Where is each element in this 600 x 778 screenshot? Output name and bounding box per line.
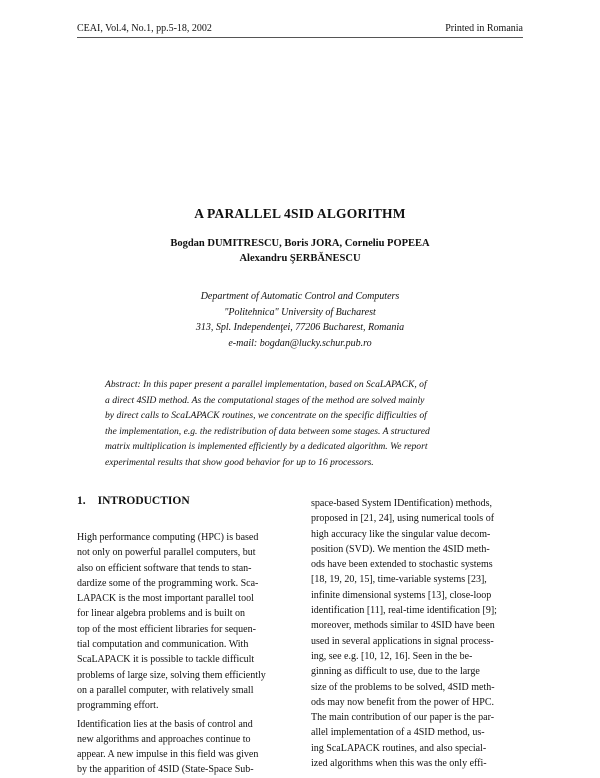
- text-line: ginning as difficult to use, due to the large: [311, 666, 480, 678]
- text-line: tial computation and communication. With: [77, 639, 249, 651]
- text-line: The main contribution of our paper is the par-: [311, 712, 495, 724]
- abstract-line: a direct 4SID method. As the computational stages of the method are solved mainly: [105, 394, 425, 406]
- text-line: high accuracy like the singular value decom-: [311, 528, 491, 540]
- university: "Politehnica" University of Bucharest: [224, 306, 376, 318]
- paragraph: [77, 717, 299, 778]
- text-line: new algorithms and approaches continue to: [77, 733, 251, 745]
- text-line: ods may now benefit from the power of HPC.: [311, 696, 495, 708]
- text-line: ing ScaLAPACK routines, and also special-: [311, 742, 487, 754]
- running-header: [77, 23, 523, 38]
- text-line: ized algorithms when this was the only effi-: [311, 758, 487, 770]
- abstract-line: the implementation, e.g. the redistribution of data between some stages. A structured: [105, 425, 430, 437]
- address: 313, Spl. Independenţei, 77206 Bucharest, Romania: [195, 322, 405, 333]
- text-line: for linear algebra problems and is built on: [77, 608, 246, 620]
- paper-title: A PARALLEL 4SID ALGORITHM: [194, 206, 406, 221]
- left-column: [77, 530, 299, 778]
- text-line: problems of large size, solving them efficiently: [77, 669, 266, 681]
- text-line: not only on powerful parallel computers, but: [77, 547, 256, 559]
- section-heading: [77, 495, 190, 507]
- department: Department of Automatic Control and Computers: [200, 291, 400, 302]
- text-line: ods have been extended to stochastic systems: [311, 559, 493, 571]
- journal-citation: CEAI, Vol.4, No.1, pp.5-18, 2002: [77, 23, 212, 34]
- text-line: programming effort.: [77, 700, 159, 712]
- paragraph: [77, 530, 299, 714]
- text-line: LAPACK is the most important parallel tool: [77, 593, 254, 605]
- right-column: [311, 496, 523, 771]
- author-line: Bogdan DUMITRESCU, Boris JORA, Corneliu POPEEA: [170, 238, 430, 249]
- text-line: allel implementation of a 4SID method, us-: [311, 727, 485, 739]
- text-line: identification [11], real-time identification [9];: [311, 605, 497, 617]
- text-line: ing, see e.g. [10, 12, 16]. Seen in the be-: [311, 650, 473, 662]
- text-line: proposed in [21, 24], using numerical tools of: [311, 513, 495, 525]
- author-list: [0, 236, 600, 266]
- text-line: position (SVD). We mention the 4SID meth-: [311, 543, 490, 555]
- text-line: by the apparition of 4SID (State-Space Sub-: [77, 764, 254, 776]
- text-line: used in several applications in signal process-: [311, 635, 494, 647]
- text-line: size of the problems to be solved, 4SID meth-: [311, 681, 495, 693]
- text-line: moreover, methods similar to 4SID have been: [311, 620, 495, 632]
- text-line: top of the most efficient libraries for sequen-: [77, 623, 256, 635]
- abstract-line: experimental results that show good behavior for up to 16 processors.: [105, 456, 374, 468]
- text-line: Identification lies at the basis of control and: [77, 718, 253, 730]
- text-line: infinite dimensional systems [13], close-loop: [311, 589, 492, 601]
- abstract-line: matrix multiplication is implemented efficiently by a dedicated algorithm. We report: [105, 441, 428, 452]
- affiliation-block: [0, 289, 600, 351]
- text-line: on a parallel computer, with relatively small: [77, 684, 254, 696]
- text-line: [18, 19, 20, 15], time-variable systems [23],: [311, 574, 487, 586]
- text-line: ScaLAPACK it is possible to tackle difficult: [77, 654, 255, 666]
- print-location: Printed in Romania: [445, 23, 523, 34]
- section-title: INTRODUCTION: [97, 495, 190, 507]
- abstract-line: Abstract: In this paper present a parallel implementation, based on ScaLAPACK, of: [105, 379, 427, 390]
- abstract: [105, 377, 497, 470]
- section-number: 1.: [77, 495, 86, 507]
- text-line: dardize some of the programming work. Sca-: [77, 577, 259, 589]
- text-line: also on efficient software that tends to stan-: [77, 562, 252, 574]
- abstract-line: by direct calls to ScaLAPACK routines, we concentrate on the specific difficulties of: [105, 410, 427, 421]
- email: e-mail: bogdan@lucky.schur.pub.ro: [228, 337, 372, 349]
- text-line: High performance computing (HPC) is based: [77, 532, 259, 543]
- paragraph: [311, 496, 523, 771]
- text-line: space-based System IDentification) methods,: [311, 498, 493, 509]
- author-line: Alexandru ŞERBĂNESCU: [239, 253, 361, 264]
- text-line: appear. A new impulse in this field was given: [77, 749, 259, 761]
